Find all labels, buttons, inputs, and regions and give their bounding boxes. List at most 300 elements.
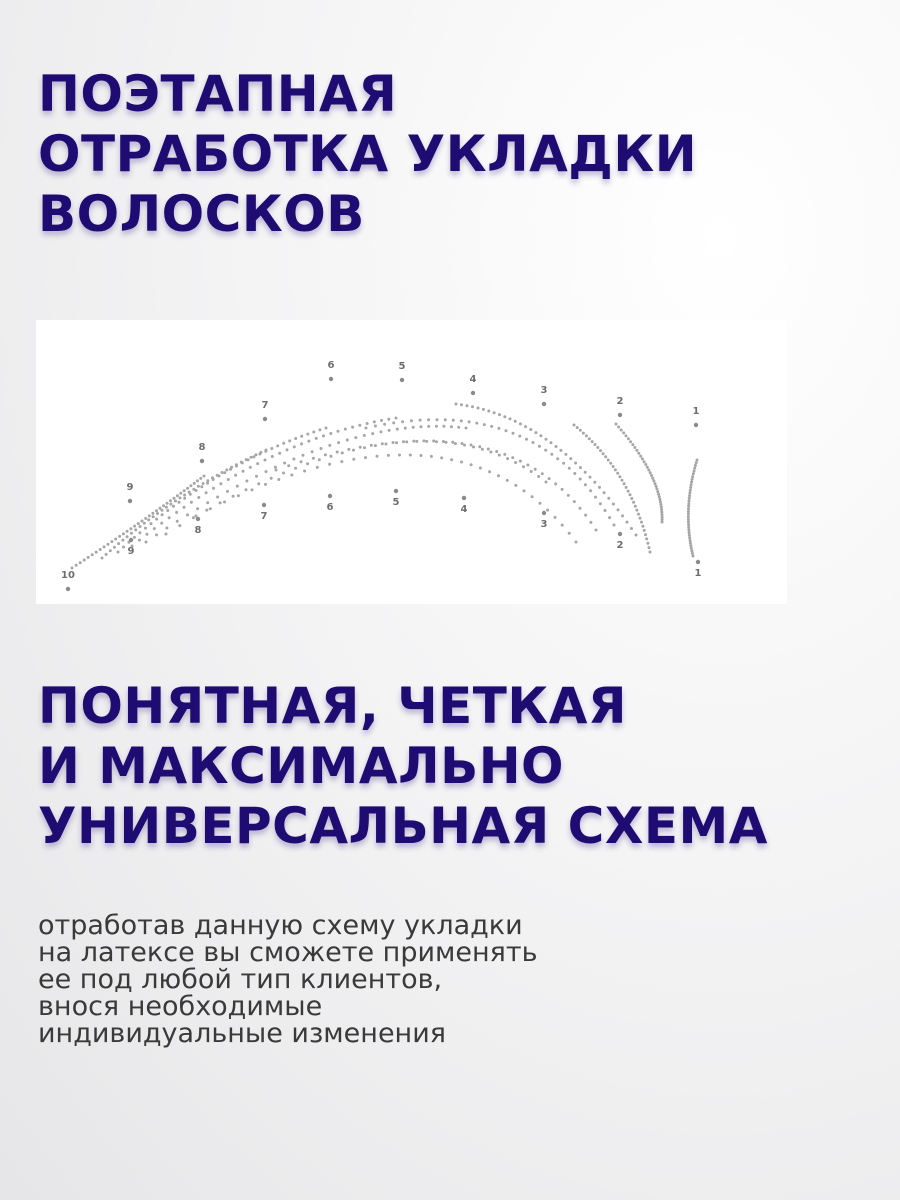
stroke-dot xyxy=(126,535,129,538)
stroke-dot xyxy=(568,532,571,535)
marker-dot xyxy=(200,459,204,463)
stroke-dot xyxy=(688,491,691,494)
stroke-dot xyxy=(145,533,148,536)
stroke-dot xyxy=(422,439,425,442)
marker-number: 3 xyxy=(540,519,548,530)
stroke-dot xyxy=(541,472,544,475)
stroke-dot xyxy=(337,430,340,433)
stroke-markers xyxy=(61,360,701,591)
stroke-dot xyxy=(589,489,592,492)
stroke-dot xyxy=(639,455,642,458)
stroke-dot xyxy=(255,475,258,478)
stroke-dot xyxy=(525,438,528,441)
stroke-dot xyxy=(129,527,132,530)
stroke-dot xyxy=(569,457,572,460)
stroke-dot xyxy=(478,445,481,448)
stroke-dot xyxy=(659,501,662,504)
marker-number: 7 xyxy=(260,511,268,522)
stroke-dot xyxy=(573,472,576,475)
stroke-dot xyxy=(593,481,596,484)
stroke-dot xyxy=(472,446,475,449)
stroke-dot xyxy=(385,443,388,446)
stroke-dot xyxy=(489,451,492,454)
stroke-dot xyxy=(629,440,632,443)
stroke-dot xyxy=(461,442,464,445)
stroke-dot xyxy=(352,458,355,461)
stroke-dot xyxy=(282,472,285,475)
stroke-dot xyxy=(251,488,254,491)
stroke-dot xyxy=(419,419,422,422)
marker-number: 1 xyxy=(694,568,702,579)
stroke-dot xyxy=(374,425,377,428)
marker-number: 4 xyxy=(460,504,468,515)
stroke-dot xyxy=(650,474,653,477)
stroke-dot xyxy=(430,455,433,458)
stroke-dot xyxy=(203,475,206,478)
stroke-dot xyxy=(487,448,490,451)
stroke-dot xyxy=(643,460,646,463)
stroke-dot xyxy=(264,459,267,462)
stroke-dot xyxy=(354,436,357,439)
stroke-dot xyxy=(687,526,690,529)
stroke-dot xyxy=(687,516,690,519)
stroke-dot xyxy=(503,453,506,456)
marker-number: 7 xyxy=(261,400,269,411)
stroke-dot xyxy=(144,527,147,530)
stroke-dot xyxy=(537,475,540,478)
marker-number: 9 xyxy=(127,546,135,557)
stroke-dot xyxy=(176,520,179,523)
stroke-dot xyxy=(493,411,496,414)
stroke-dot xyxy=(373,420,376,423)
stroke-dot xyxy=(160,522,163,525)
stroke-dot xyxy=(212,487,215,490)
marker-dot xyxy=(129,538,133,542)
stroke-dot xyxy=(529,428,532,431)
heading-bottom-line: УНИВЕРСАЛЬНАЯ СХЕМА xyxy=(38,797,768,855)
stroke-dot xyxy=(398,454,401,457)
marker-dot xyxy=(328,494,332,498)
stroke-dot xyxy=(336,451,339,454)
stroke-dot xyxy=(236,485,239,488)
stroke-dot xyxy=(568,467,571,470)
stroke-dot xyxy=(546,509,549,512)
stroke-dot xyxy=(292,458,295,461)
stroke-dot xyxy=(229,468,232,471)
stroke-dot xyxy=(117,551,120,554)
stroke-dot xyxy=(627,490,630,493)
stroke-dot xyxy=(554,482,557,485)
stroke-dot xyxy=(523,489,526,492)
marker-number: 8 xyxy=(194,525,202,536)
marker-number: 6 xyxy=(327,360,335,371)
stroke-dot xyxy=(161,513,164,516)
stroke-dot xyxy=(247,458,250,461)
stroke-dot xyxy=(585,434,588,437)
stroke-dot xyxy=(631,443,634,446)
stroke-dot xyxy=(329,455,332,458)
marker-dot xyxy=(262,503,266,507)
stroke-dot xyxy=(498,413,501,416)
stroke-dot xyxy=(318,428,321,431)
stroke-dot xyxy=(616,472,619,475)
stroke-dot xyxy=(644,533,647,536)
stroke-dot xyxy=(175,511,178,514)
stroke-dot xyxy=(161,509,164,512)
stroke-dot xyxy=(621,514,624,517)
hair-stroke xyxy=(195,454,578,544)
stroke-dot xyxy=(405,440,408,443)
stroke-dot xyxy=(196,507,199,510)
stroke-dot xyxy=(564,453,567,456)
stroke-dot xyxy=(641,457,644,460)
stroke-dot xyxy=(183,494,186,497)
stroke-dot xyxy=(641,525,644,528)
stroke-dot xyxy=(83,559,86,562)
marker-dot xyxy=(263,417,267,421)
stroke-dot xyxy=(621,479,624,482)
stroke-dot xyxy=(561,524,564,527)
stroke-dot xyxy=(688,497,691,500)
stroke-dot xyxy=(598,486,601,489)
stroke-dot xyxy=(450,458,453,461)
stroke-dot xyxy=(264,450,267,453)
stroke-dot xyxy=(91,553,94,556)
stroke-dot xyxy=(270,447,273,450)
stroke-dot xyxy=(512,432,515,435)
stroke-dot xyxy=(482,408,485,411)
stroke-dot xyxy=(388,429,391,432)
stroke-dot xyxy=(579,478,582,481)
stroke-dot xyxy=(579,466,582,469)
stroke-dot xyxy=(381,442,384,445)
stroke-dot xyxy=(351,426,354,429)
stroke-dot xyxy=(612,465,615,468)
stroke-dot xyxy=(283,462,286,465)
stroke-dot xyxy=(392,441,395,444)
stroke-dot xyxy=(625,486,628,489)
stroke-dot xyxy=(658,498,661,501)
stroke-dot xyxy=(249,466,252,469)
stroke-dot xyxy=(329,432,332,435)
stroke-dot xyxy=(632,501,635,504)
stroke-dot xyxy=(365,427,368,430)
stroke-dot xyxy=(442,440,445,443)
stroke-dot xyxy=(514,461,517,464)
heading-bottom-line: ПОНЯТНАЯ, ЧЕТКАЯ xyxy=(38,677,627,735)
stroke-dot xyxy=(293,445,296,448)
stroke-dot xyxy=(538,445,541,448)
stroke-dot xyxy=(165,506,168,509)
stroke-dot xyxy=(126,530,129,533)
stroke-dot xyxy=(522,465,525,468)
stroke-dot xyxy=(363,434,366,437)
stroke-dot xyxy=(328,444,331,447)
stroke-dot xyxy=(202,482,205,485)
stroke-dot xyxy=(234,474,237,477)
stroke-dot xyxy=(690,483,693,486)
stroke-marker xyxy=(262,400,269,421)
stroke-dot xyxy=(634,505,637,508)
stroke-dot xyxy=(591,440,594,443)
stroke-dot xyxy=(147,518,150,521)
stroke-dot xyxy=(635,449,638,452)
stroke-dot xyxy=(195,489,198,492)
stroke-marker xyxy=(327,494,334,513)
stroke-dot xyxy=(468,420,471,423)
stroke-dot xyxy=(545,438,548,441)
stroke-dot xyxy=(404,427,407,430)
stroke-dot xyxy=(635,509,638,512)
stroke-dot xyxy=(691,552,694,555)
stroke-dot xyxy=(118,535,121,538)
stroke-marker xyxy=(695,560,702,579)
stroke-dot xyxy=(498,454,501,457)
stroke-dot xyxy=(626,521,629,524)
stroke-dot xyxy=(133,525,136,528)
stroke-dot xyxy=(383,423,386,426)
stroke-dot xyxy=(270,477,273,480)
stroke-dot xyxy=(143,522,146,525)
stroke-dot xyxy=(692,555,695,558)
stroke-dot xyxy=(639,517,642,520)
stroke-dot xyxy=(613,524,616,527)
stroke-dot xyxy=(324,453,327,456)
stroke-dot xyxy=(506,457,509,460)
stroke-dot xyxy=(644,463,647,466)
stroke-dot xyxy=(435,425,438,428)
stroke-dot xyxy=(179,492,182,495)
marker-dot xyxy=(394,489,398,493)
stroke-dot xyxy=(300,460,303,463)
stroke-dot xyxy=(617,508,620,511)
stroke-dot xyxy=(625,434,628,437)
stroke-dot xyxy=(107,543,110,546)
stroke-dot xyxy=(579,429,582,432)
heading-bottom xyxy=(38,676,768,856)
stroke-dot xyxy=(691,478,694,481)
stroke-dot xyxy=(392,421,395,424)
stroke-dot xyxy=(178,524,181,527)
stroke-dot xyxy=(197,496,200,499)
description-line: отработав данную схему укладки xyxy=(38,910,523,941)
stroke-dot xyxy=(687,523,690,526)
stroke-dot xyxy=(380,430,383,433)
stroke-dot xyxy=(134,528,137,531)
stroke-dot xyxy=(109,549,112,552)
stroke-dot xyxy=(550,441,553,444)
stroke-dot xyxy=(530,470,533,473)
stroke-dot xyxy=(630,497,633,500)
stroke-dot xyxy=(594,443,597,446)
stroke-dot xyxy=(219,501,222,504)
stroke-dot xyxy=(466,404,469,407)
stroke-dot xyxy=(312,431,315,434)
stroke-dot xyxy=(193,482,196,485)
stroke-dot xyxy=(654,482,657,485)
stroke-dot xyxy=(192,516,195,519)
stroke-dot xyxy=(165,533,168,536)
stroke-dot xyxy=(651,477,654,480)
stroke-dot xyxy=(150,522,153,525)
stroke-dot xyxy=(687,513,690,516)
marker-number: 10 xyxy=(61,570,75,581)
stroke-dot xyxy=(294,467,297,470)
stroke-dot xyxy=(347,448,350,451)
stroke-dot xyxy=(435,440,438,443)
stroke-dot xyxy=(656,490,659,493)
stroke-dot xyxy=(221,471,224,474)
stroke-dot xyxy=(475,422,478,425)
stroke-dot xyxy=(645,537,648,540)
stroke-dot xyxy=(312,457,315,460)
description-line: индивидуальные изменения xyxy=(38,1018,446,1049)
stroke-dot xyxy=(503,415,506,418)
hair-strokes xyxy=(71,403,699,570)
stroke-dot xyxy=(687,521,690,524)
stroke-dot xyxy=(534,431,537,434)
stroke-dot xyxy=(287,464,290,467)
stroke-dot xyxy=(277,478,280,481)
stroke-dot xyxy=(687,518,690,521)
stroke-dot xyxy=(371,432,374,435)
stroke-dot xyxy=(387,418,390,421)
stroke-dot xyxy=(688,537,691,540)
stroke-dot xyxy=(612,503,615,506)
stroke-dot xyxy=(172,505,175,508)
stroke-dot xyxy=(573,500,576,503)
stroke-dot xyxy=(518,435,521,438)
stroke-dot xyxy=(614,468,617,471)
marker-number: 2 xyxy=(616,540,624,551)
stroke-dot xyxy=(695,461,698,464)
stroke-dot xyxy=(623,482,626,485)
stroke-dot xyxy=(169,503,172,506)
stroke-dot xyxy=(101,557,104,560)
marker-number: 9 xyxy=(126,482,134,493)
stroke-dot xyxy=(401,420,404,423)
stroke-dot xyxy=(395,417,398,420)
stroke-dot xyxy=(315,437,318,440)
stroke-dot xyxy=(574,462,577,465)
hair-stroke xyxy=(687,459,699,558)
stroke-dot xyxy=(415,440,418,443)
stroke-dot xyxy=(286,448,289,451)
stroke-dot xyxy=(607,497,610,500)
stroke-dot xyxy=(151,512,154,515)
stroke-dot xyxy=(113,546,116,549)
hair-stroke xyxy=(165,440,548,536)
stroke-dot xyxy=(544,449,547,452)
stroke-marker xyxy=(617,532,624,551)
stroke-dot xyxy=(555,445,558,448)
stroke-dot xyxy=(584,483,587,486)
stroke-dot xyxy=(451,441,454,444)
hair-stroke xyxy=(573,424,652,554)
stroke-dot xyxy=(364,456,367,459)
stroke-dot xyxy=(615,423,618,426)
stroke-dot xyxy=(328,463,331,466)
stroke-dot xyxy=(200,485,203,488)
stroke-dot xyxy=(337,441,340,444)
stroke-dot xyxy=(294,437,297,440)
stroke-dot xyxy=(584,471,587,474)
stroke-dot xyxy=(282,442,285,445)
stroke-dot xyxy=(452,419,455,422)
stroke-dot xyxy=(696,459,699,462)
stroke-dot xyxy=(618,475,621,478)
stroke-dot xyxy=(643,529,646,532)
stroke-dot xyxy=(603,491,606,494)
stroke-dot xyxy=(137,522,140,525)
stroke-dot xyxy=(514,484,517,487)
stroke-dot xyxy=(576,426,579,429)
stroke-dot xyxy=(153,527,156,530)
stroke-dot xyxy=(237,494,240,497)
stroke-dot xyxy=(420,425,423,428)
hair-stroke xyxy=(101,449,268,560)
stroke-dot xyxy=(659,503,662,506)
stroke-dot xyxy=(519,422,522,425)
stroke-marker xyxy=(541,511,548,530)
stroke-dot xyxy=(174,500,177,503)
stroke-dot xyxy=(584,514,587,517)
stroke-dot xyxy=(359,446,362,449)
stroke-dot xyxy=(657,493,660,496)
hair-stroke xyxy=(131,417,398,548)
hair-styling-scheme xyxy=(36,320,787,604)
description-line: внося необходимые xyxy=(38,991,323,1022)
stroke-dot xyxy=(646,466,649,469)
stroke-dot xyxy=(258,453,261,456)
stroke-dot xyxy=(156,512,159,515)
stroke-dot xyxy=(463,444,466,447)
stroke-dot xyxy=(303,470,306,473)
stroke-dot xyxy=(554,516,557,519)
hair-stroke xyxy=(615,423,664,524)
marker-dot xyxy=(618,532,622,536)
stroke-dot xyxy=(687,502,690,505)
stroke-dot xyxy=(320,447,323,450)
stroke-dot xyxy=(573,424,576,427)
stroke-dot xyxy=(395,441,398,444)
stroke-dot xyxy=(635,534,638,537)
stroke-dot xyxy=(325,427,328,430)
stroke-dot xyxy=(596,446,599,449)
stroke-dot xyxy=(225,468,228,471)
stroke-marker xyxy=(399,361,406,382)
stroke-dot xyxy=(490,425,493,428)
stroke-dot xyxy=(245,480,248,483)
stroke-dot xyxy=(550,453,553,456)
stroke-dot xyxy=(629,493,632,496)
stroke-dot xyxy=(218,475,221,478)
stroke-dot xyxy=(410,419,413,422)
stroke-dot xyxy=(455,403,458,406)
stroke-dot xyxy=(387,454,390,457)
stroke-dot xyxy=(609,462,612,465)
stroke-dot xyxy=(646,542,649,545)
stroke-dot xyxy=(602,452,605,455)
stroke-dot xyxy=(412,426,415,429)
marker-dot xyxy=(196,517,200,521)
stroke-dot xyxy=(559,449,562,452)
stroke-dot xyxy=(216,496,219,499)
stroke-dot xyxy=(637,513,640,516)
stroke-dot xyxy=(242,470,245,473)
stroke-dot xyxy=(460,419,463,422)
stroke-dot xyxy=(138,531,141,534)
